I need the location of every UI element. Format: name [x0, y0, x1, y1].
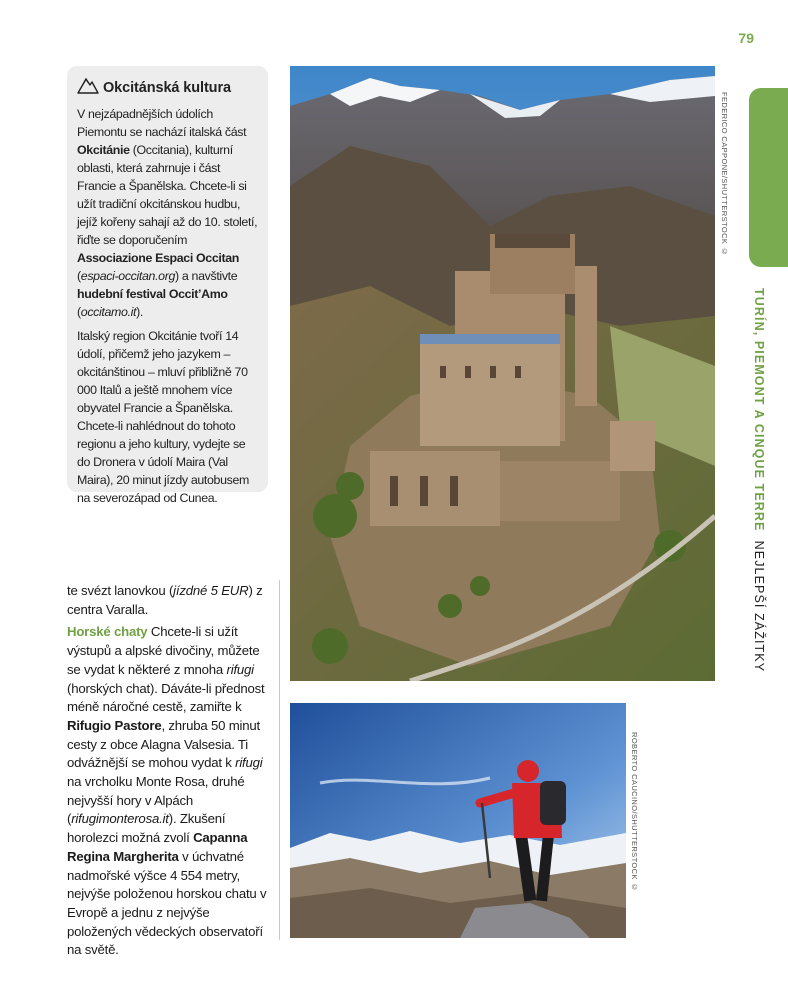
sidebar-box-header [77, 76, 258, 99]
photo-credit: ROBERTO CAUCINO/SHUTTERSTOCK © [630, 732, 639, 892]
subheading: Horské chaty [67, 624, 148, 640]
sidebar-box-paragraph: Italský region Okcitánie tvoří 14 údolí, přičemž jeho jazykem – okcitánštinou – mluví přibližně 70 000 Italů a ještě mnohem více obyvatel Francie a Španělska. Chcete-li nahlédnout do tohoto regionu a jeho kultury, vydejte se do Dronera v údolí Maira (Val Maira), 20 minut jízdy autobusem na severozápad od Cunea. [77, 329, 249, 505]
section-running-head: TURÍN, PIEMONT A CINQUE TERRE NEJLEPŠÍ ZÁŽITKY [752, 288, 766, 673]
sidebar-box-title: Okcitánská kultura [103, 79, 231, 96]
body-paragraph-mountain-huts: Horské chaty Chcete-li si užít výstupů a alpské divočiny, můžete se vydat k některé z mnoha rifugi (horských chat). Dáváte-li přednost méně náročné cestě, zamiřte k Rifugio Pastore, zhruba 50 minut cesty z obce Alagna Valsesia. Ti odvážnější se mohou vydat k rifugi na vrcholku Monte Rosa, druhé nejvyšší hory v Alpách (rifugimonterosa.it). Zkušení horolezci možná zvolí Capanna Regina Margherita v úchvatné nadmořské výšce 4 554 metry, nejvýše položenou horskou chatu v Evropě a jednu z nejvýše položených vědeckých observatoří na světě. [67, 624, 267, 958]
hiker-photo [290, 703, 626, 938]
abbey-photo [290, 66, 715, 681]
mountain-icon [77, 76, 99, 99]
sidebar-box [67, 66, 268, 505]
column-divider [279, 580, 280, 940]
chapter-tab [749, 88, 788, 267]
sidebar-box-paragraph: V nejzápadnějších údolích Piemontu se nachází italská část Okcitánie (Occitania), kulturní oblasti, která zahrnuje i část Francie a Španělska. Chcete-li si užít tradiční okcitánskou hudbu, jejíž kořeny sahají až do 10. století, řiďte se doporučením Associazione Espaci Occitan (espaci-occitan.org) a navštivte hudební festival Occit’Amo (occitamo.it). [77, 107, 258, 319]
photo-credit: FEDERICO CAPPONE/SHUTTERSTOCK © [720, 92, 729, 257]
page-number: 79 [738, 30, 754, 46]
body-paragraph: te svézt lanovkou (jízdné 5 EUR) z centra Varalla. [67, 583, 263, 617]
body-text-column [67, 582, 272, 964]
